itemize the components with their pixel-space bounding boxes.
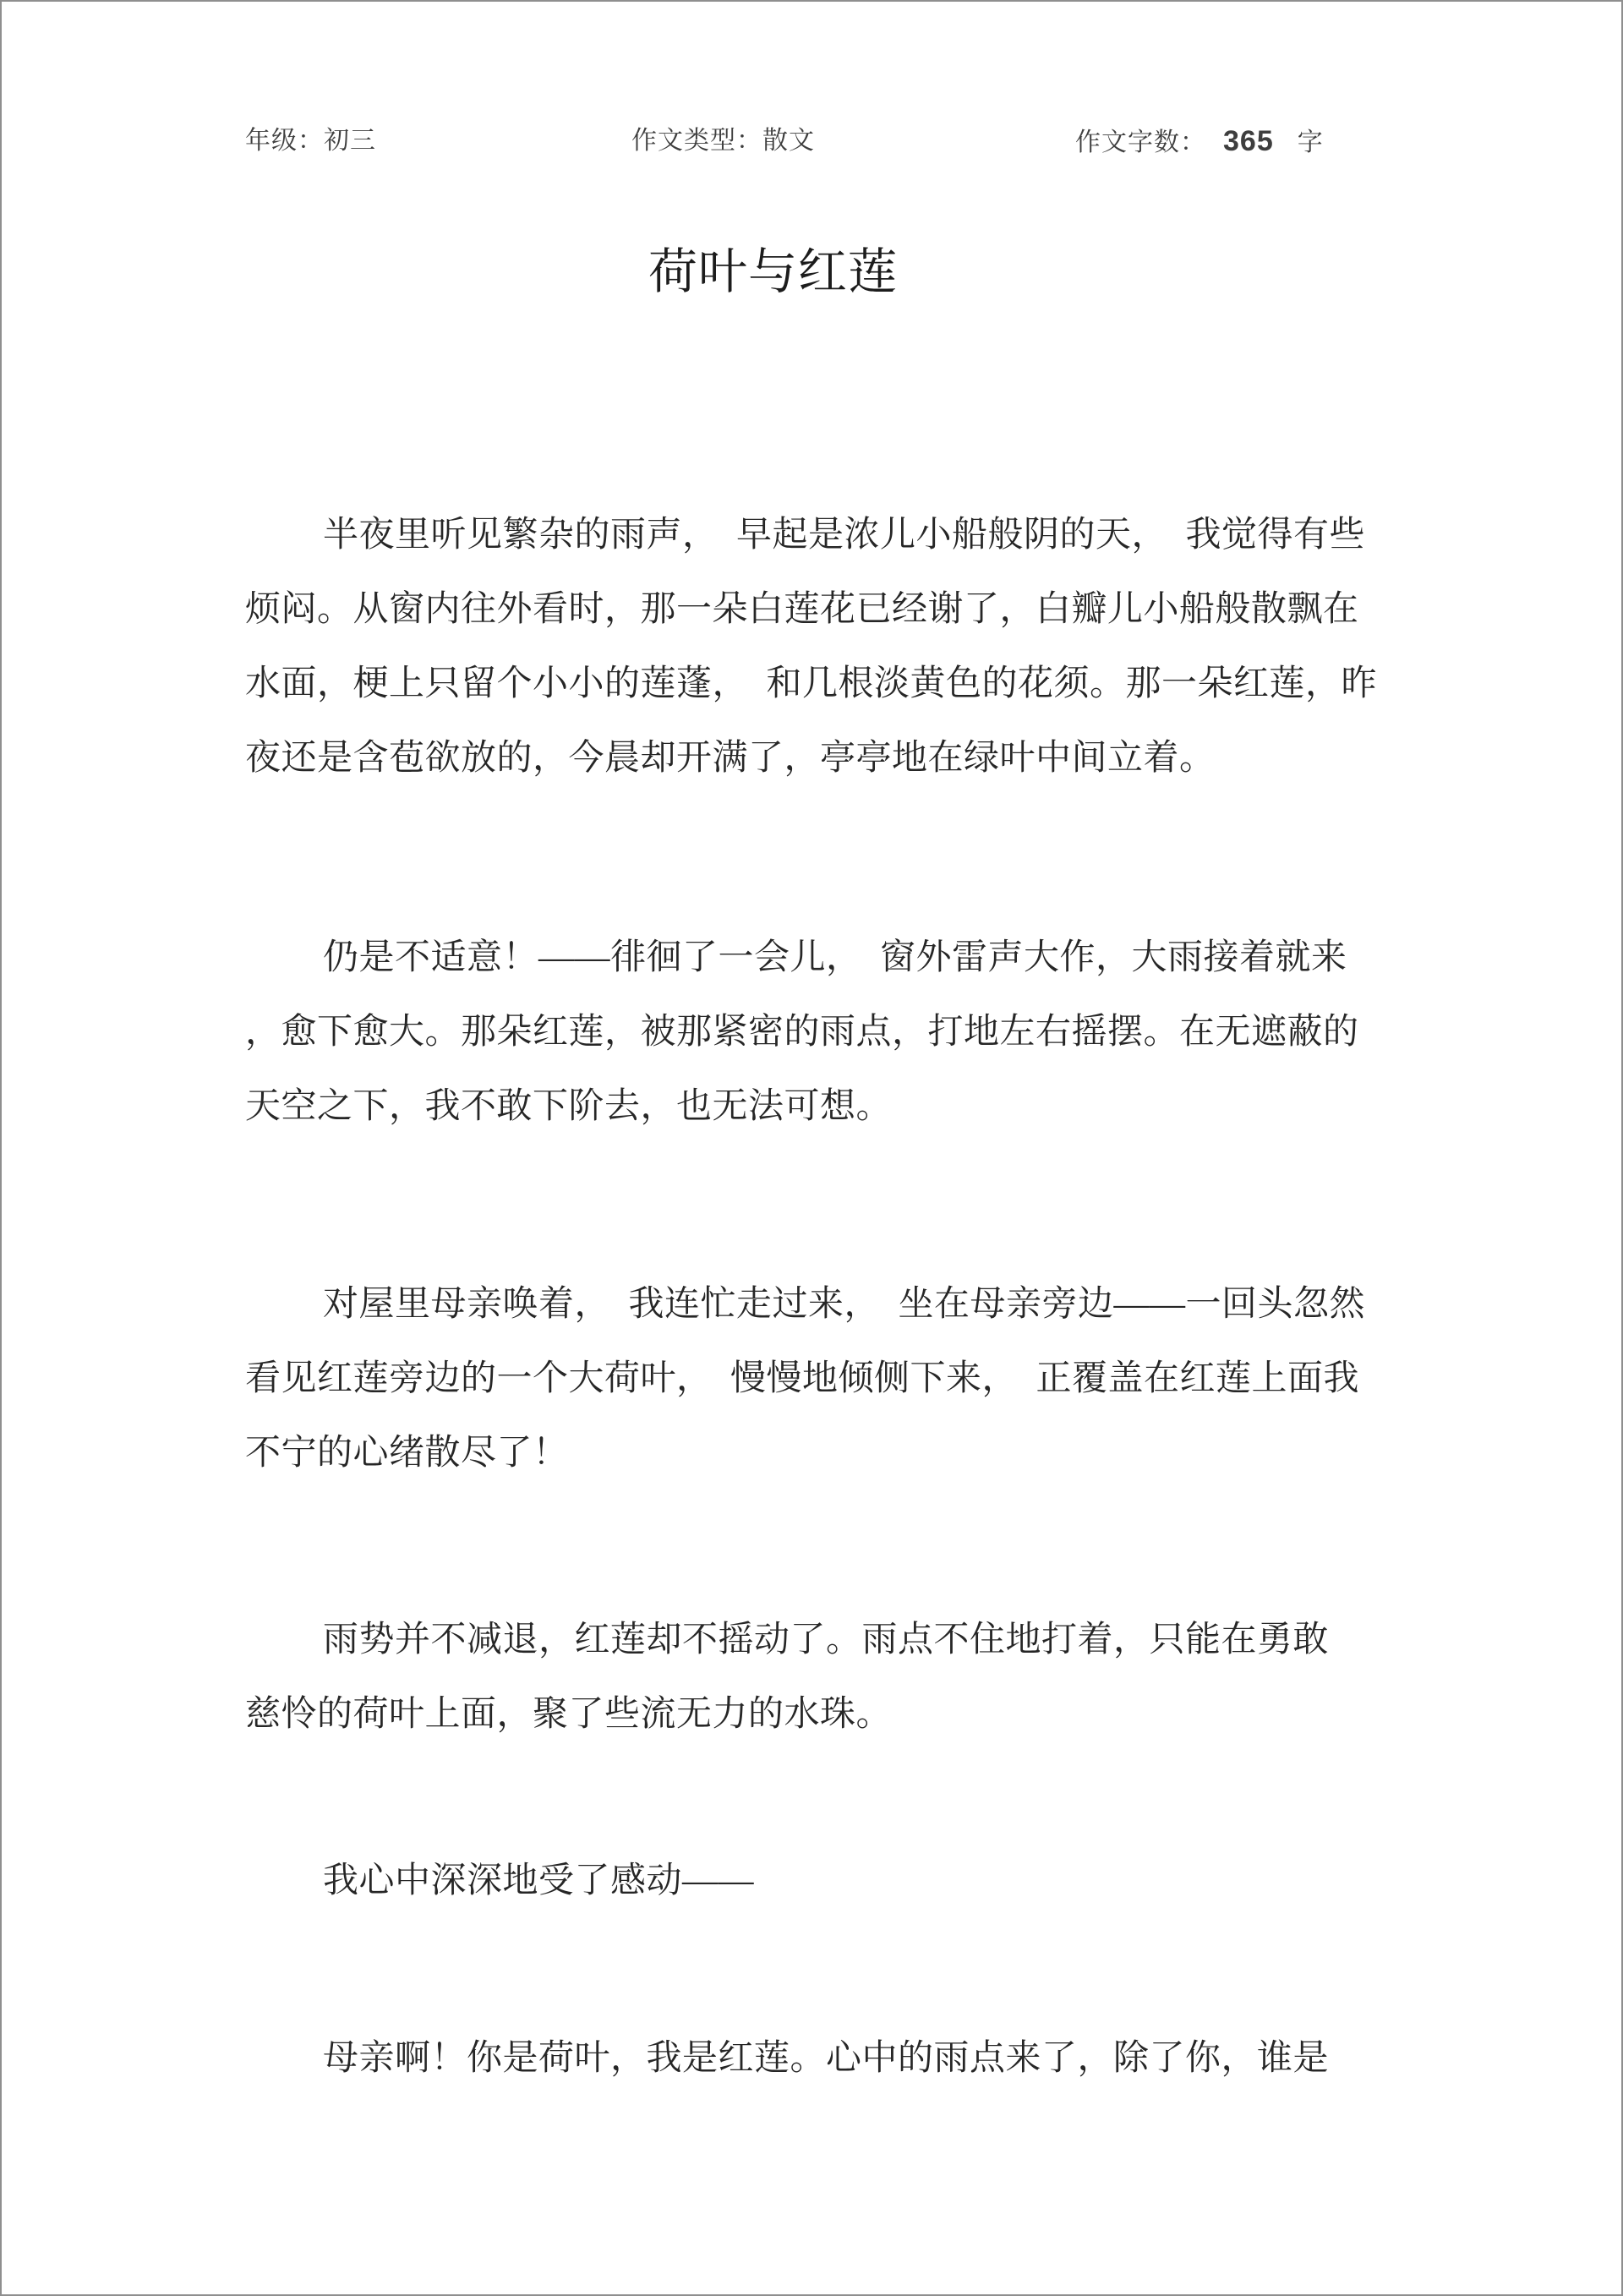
page-title: 荷叶与红莲 [648,244,899,299]
text-line: ，愈下愈大。那朵红莲，被那紧密的雨点，打地左右摇摆。在无遮蔽的 [245,1013,1359,1052]
meta-word-count-label: 作文字数： [1075,128,1206,156]
text-line: 不宁的心绪散尽了！ [245,1434,569,1473]
paragraph-4 [245,1603,1445,1752]
paragraph-1 [245,498,1445,795]
text-line: 水面，梗上只留个小小的莲蓬， 和几根淡黄色的花须。那一朵红莲，昨 [245,664,1378,703]
text-line: 半夜里听见繁杂的雨声， 早起是浓儿小船般阴的天， 我觉得有些 [323,516,1366,555]
text-line: 仍是不适意！——徘徊了一会儿， 窗外雷声大作，大雨接着就来 [323,938,1347,977]
text-line: 我心中深深地受了感动—— [323,1861,755,1900]
paragraph-2 [245,921,1445,1144]
meta-grade-value: 初三 [324,127,376,155]
paragraph-6 [245,2021,1445,2096]
text-line: 天空之下，我不敢下阶去，也无法可想。 [245,1087,893,1126]
meta-word-count-unit: 字 [1297,128,1324,156]
paragraph-5 [245,1844,1445,1918]
meta-word-count [1075,124,1324,160]
text-line: 看见红莲旁边的一个大荷叶， 慢慢地倾侧下来， 正覆盖在红莲上面我 [245,1359,1360,1398]
meta-essay-type [631,124,815,158]
text-line: 对屋里母亲唤着， 我连忙走过来， 坐在母亲旁边——一回头忽然 [323,1285,1366,1324]
text-line: 母亲啊！你是荷叶，我是红莲。心中的雨点来了，除了你，谁是 [323,2039,1330,2078]
text-line: 烦闷。从窗内往外看时，那一朵白莲花已经谢了，白瓣儿小船般散飘在 [245,590,1359,629]
meta-essay-type-label: 作文类型： [631,127,762,155]
paragraph-3 [245,1267,1445,1490]
text-line: 夜还是含苞欲放的，今晨却开满了，亭亭地在绿叶中间立着。 [245,739,1216,778]
meta-essay-type-value: 散文 [762,127,815,155]
meta-word-count-value: 365 [1223,125,1274,157]
meta-grade-label: 年级： [245,127,324,155]
text-line: 雨势并不减退，红莲却不摇动了。雨点不住地打着，只能在勇敢 [323,1621,1330,1659]
meta-grade [245,124,376,158]
text-line: 慈怜的荷叶上面，聚了些流无力的水珠。 [245,1695,893,1734]
